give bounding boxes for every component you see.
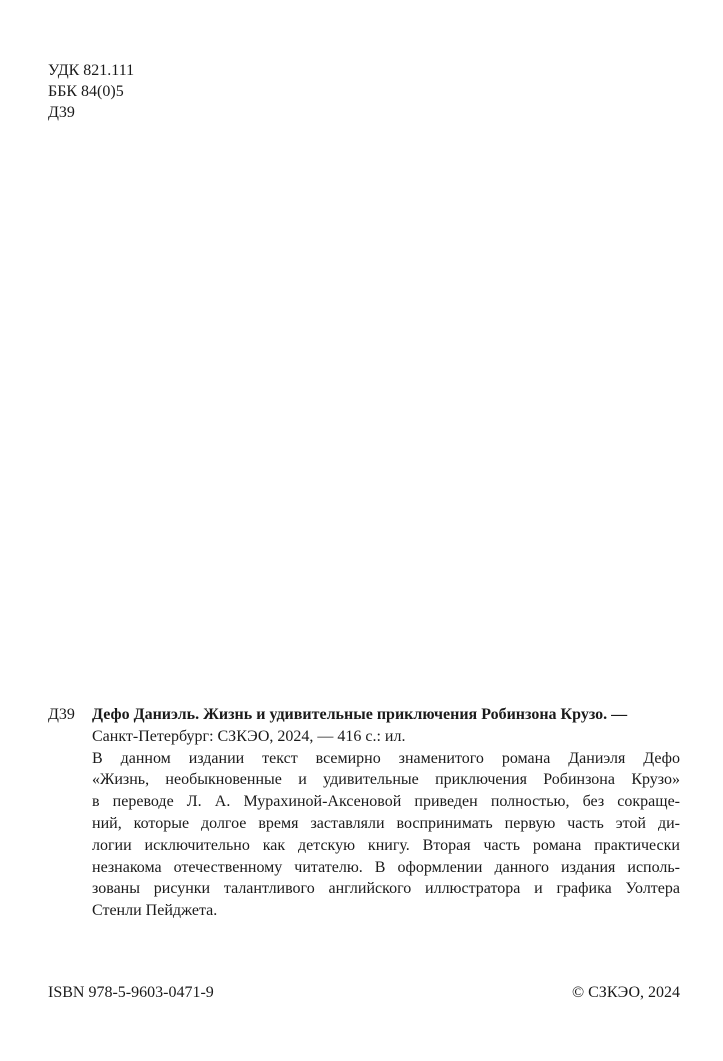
annotation [92,748,680,922]
entry-body [92,704,680,922]
copyright: © СЗКЭО, 2024 [571,984,680,1001]
annotation-line: Стенли Пейджета. [92,902,218,920]
annotation-line: логии исключительно как детскую книгу. Вторая часть романа практически [92,836,680,854]
annotation-line: В данном издании текст всемирно знаменитого романа Даниэля Дефо [92,749,680,767]
entry-imprint: Санкт-Петербург: СЗКЭО, 2024, — 416 с.: ил. [92,727,406,745]
udk-code: УДК 821.111 [48,62,135,79]
entry-author-mark: Д39 [48,706,75,723]
classification-codes [48,60,134,123]
annotation-line: «Жизнь, необыкновенные и удивительные приключения Робинзона Крузо» [92,771,680,789]
annotation-line: зованы рисунки талантливого английского иллюстратора и графика Уолтера [92,880,680,898]
annotation-line: в переводе Л. А. Мурахиной-Аксеновой приведен полностью, без сокраще- [92,793,680,811]
isbn: ISBN 978-5-9603-0471-9 [48,984,214,1001]
annotation-line: незнакома отечественному читателю. В оформлении данного издания исполь- [92,858,680,876]
entry-title: Дефо Даниэль. Жизнь и удивительные приключения Робинзона Крузо. — [92,706,628,723]
bibliographic-entry [48,704,680,922]
annotation-line: ний, которые долгое время заставляли воспринимать первую часть этой ди- [92,814,680,832]
author-mark: Д39 [48,104,75,121]
bbk-code: ББК 84(0)5 [48,83,124,100]
